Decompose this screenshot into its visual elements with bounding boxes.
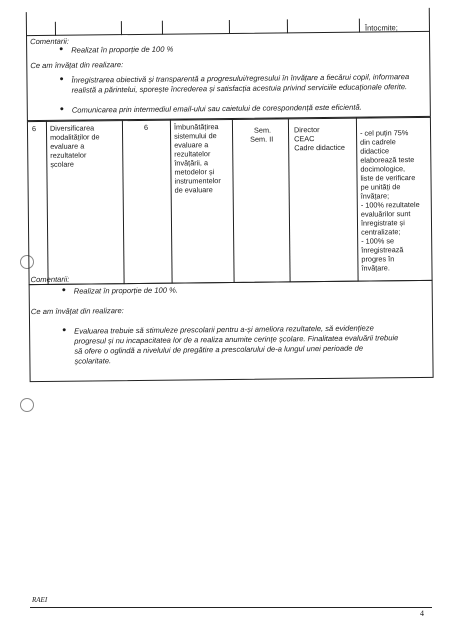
- indicator-line: înregistrează: [361, 245, 404, 255]
- indicator-line: învățare;: [360, 191, 390, 201]
- learned-label: Ce am învățat din realizare:: [30, 60, 124, 71]
- indicator-line: din cadrele: [360, 137, 396, 147]
- objective-line: metodelor și: [174, 167, 215, 177]
- indicator-line: progres în: [361, 254, 395, 264]
- indicator-line: elaborează teste: [360, 155, 415, 165]
- indicator-line: învățare.: [361, 263, 390, 273]
- indicator-line: liste de verificare: [360, 173, 416, 183]
- comments-label: Comentarii:: [30, 36, 69, 47]
- footer-divider: [30, 607, 432, 608]
- objective-line: învățării, a: [174, 158, 209, 168]
- indicator-line: didactice: [360, 146, 390, 156]
- objective-line: evaluare a: [174, 140, 209, 150]
- indicator-line: înregistrate și: [360, 218, 405, 228]
- learned-item-line: Comunicarea prin intermediul email-ului sau caietului de corespondență este eficientă.: [71, 102, 362, 115]
- indicator-line: - 100% se: [361, 236, 395, 246]
- activity-line: modalităților de: [50, 132, 100, 142]
- indicator-line: evaluărilor sunt: [360, 209, 411, 219]
- indicator-line: centralizate;: [361, 227, 401, 237]
- activity-line: evaluare a: [50, 141, 85, 151]
- bullet-icon: ●: [59, 75, 64, 83]
- responsible-line: Cadre didactice: [294, 142, 345, 153]
- indicator-line: - cel puțin 75%: [360, 128, 409, 138]
- row-num-cell: 6: [143, 122, 149, 132]
- bullet-icon: ●: [62, 326, 67, 334]
- period-line: Sem. II: [250, 134, 274, 144]
- objective-line: sistemului de: [174, 131, 217, 141]
- bullet-icon: ●: [59, 105, 65, 113]
- top-table-last-cell: Întocmite;: [364, 23, 398, 33]
- bullet-icon: ●: [59, 45, 64, 53]
- indicator-line: docimologice,: [360, 164, 406, 174]
- footer-label: RAEI: [32, 596, 48, 604]
- page-number: 4: [420, 609, 424, 618]
- indicator-line: - 100% rezultatele: [360, 200, 420, 210]
- comments-label: Comentarii:: [30, 274, 70, 285]
- learned-item-line: să ofere o oglindă a nivelului de pregătire a prescolarului de-a lungul unei perioade de: [74, 343, 364, 356]
- objective-line: rezultatelor: [174, 149, 211, 159]
- responsible-line: Director: [293, 125, 320, 135]
- objective-line: Îmbunătățirea: [173, 122, 219, 132]
- realization-text: Realizat în proporție de 100 %.: [73, 285, 179, 296]
- learned-item-line: realistă a părintelui, sporește încrederea și satisfacția acestuia privind serviciile educaționale oferite.: [71, 82, 408, 95]
- indicator-line: pe unități de: [360, 182, 401, 192]
- bullet-icon: ●: [61, 286, 66, 294]
- learned-item-line: Evaluarea trebuie să stimuleze prescolarii pentru a-și ameliora rezultatele, să evidențieze: [74, 323, 374, 336]
- row-number: 6: [31, 124, 37, 134]
- learned-label: Ce am învățat din realizare:: [30, 306, 124, 317]
- learned-item-line: Înregistrarea obiectivă și transparentă a progresului/regresului în învățare a fiecărui copil, informarea: [71, 72, 410, 85]
- activity-line: Diversificarea: [49, 123, 95, 133]
- realization-text: Realizat în proporție de 100 %: [71, 44, 174, 55]
- learned-item-line: progresul și nu incapacitatea lor de a realiza anumite cerințe școlare. Finalitatea evaluării trebuie: [74, 333, 399, 346]
- period-line: Sem.: [253, 125, 272, 135]
- learned-item-line: școlaritate.: [74, 356, 112, 366]
- responsible-line: CEAC: [294, 134, 315, 144]
- objective-line: de evaluare: [174, 185, 213, 195]
- activity-line: școlare: [50, 159, 74, 169]
- activity-line: rezultatelor: [50, 150, 87, 160]
- objective-line: instrumentelor: [174, 176, 221, 186]
